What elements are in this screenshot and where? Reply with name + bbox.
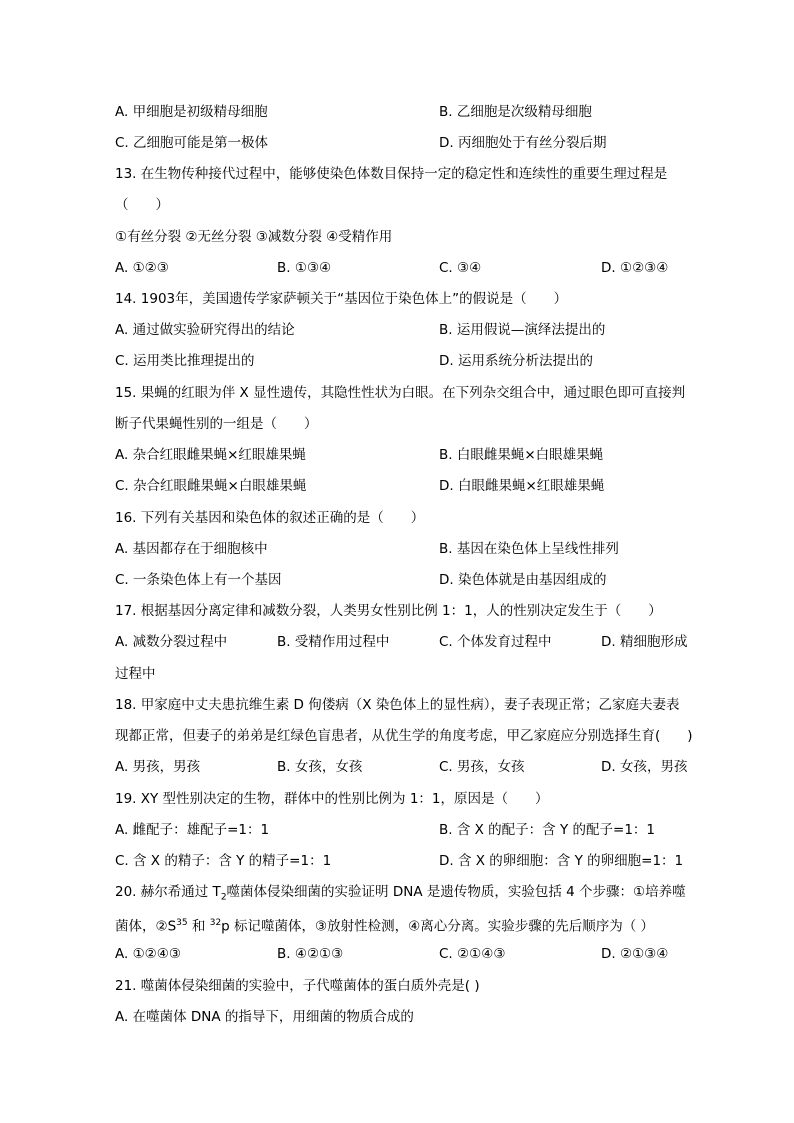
q20-stem-2a: 菌体，②S (115, 918, 177, 935)
q18-stem-2: 现都正常，但妻子的弟弟是红绿色盲患者，从优生学的角度考虑，甲乙家庭应分别选择生育( ) (115, 728, 693, 744)
q15-stem-2: 断子代果蝇性别的一组是（ ） (115, 416, 318, 432)
q12-option-a: A. 甲细胞是初级精母细胞 (115, 104, 268, 120)
q20-option-a: A. ①②④③ (115, 946, 181, 962)
q19-row-2 (115, 849, 715, 873)
q16-row-2 (115, 568, 715, 592)
q13-option-b: B. ①③④ (277, 260, 332, 276)
q19-stem: 19. XY 型性别决定的生物，群体中的性别比例为 1：1，原因是（ ） (115, 791, 549, 807)
q18-option-a: A. 男孩，男孩 (115, 759, 201, 775)
q14-row-1 (115, 318, 715, 342)
q16-option-c: C. 一条染色体上有一个基因 (115, 572, 282, 588)
q20-options (115, 942, 715, 966)
q18-option-b: B. 女孩，女孩 (277, 759, 363, 775)
q14-option-c: C. 运用类比推理提出的 (115, 353, 255, 369)
q15-stem-1: 15. 果蝇的红眼为伴 X 显性遗传，其隐性性状为白眼。在下列杂交组合中，通过眼色即可直接判 (115, 385, 686, 401)
q17-options (115, 630, 715, 654)
q15-option-b: B. 白眼雌果蝇×白眼雄果蝇 (439, 447, 604, 463)
q15-row-1 (115, 443, 715, 467)
q20-stem-2-superscript-2: 32 (209, 918, 222, 928)
q20-option-c: C. ②①④③ (439, 946, 506, 962)
q12-row-1 (115, 100, 715, 124)
q19-option-d: D. 含 X 的卵细胞：含 Y 的卵细胞=1：1 (439, 853, 684, 869)
q16-row-1 (115, 537, 715, 561)
q19-option-b: B. 含 X 的配子：含 Y 的配子=1：1 (439, 822, 655, 838)
q20-stem-1 (115, 880, 715, 904)
q13-items: ①有丝分裂 ②无丝分裂 ③减数分裂 ④受精作用 (115, 229, 393, 245)
q14-stem: 14. 1903年，美国遗传学家萨顿关于“基因位于染色体上”的假说是（ ） (115, 291, 568, 307)
q12-option-b: B. 乙细胞是次级精母细胞 (439, 104, 592, 120)
q20-stem-1-subscript: 2 (220, 892, 227, 903)
q18-option-d: D. 女孩，男孩 (601, 759, 688, 775)
q17-option-d-wrap: 过程中 (115, 666, 156, 682)
q19-option-a: A. 雌配子：雄配子=1：1 (115, 822, 270, 838)
q13-stem-1: 13. 在生物传种接代过程中，能够使染色体数目保持一定的稳定性和连续性的重要生理过程是 (115, 166, 668, 182)
q16-option-b: B. 基因在染色体上呈线性排列 (439, 541, 619, 557)
q12-row-2 (115, 131, 715, 155)
q19-row-1 (115, 818, 715, 842)
q16-option-a: A. 基因都存在于细胞核中 (115, 541, 268, 557)
q20-stem-2 (115, 911, 715, 935)
q15-option-a: A. 杂合红眼雌果蝇×红眼雄果蝇 (115, 447, 306, 463)
q12-option-c: C. 乙细胞可能是第一极体 (115, 135, 269, 151)
q13-options (115, 256, 715, 280)
q17-option-c: C. 个体发育过程中 (439, 634, 552, 650)
q20-stem-2-superscript-1: 35 (176, 918, 188, 928)
q18-option-c: C. 男孩，女孩 (439, 759, 525, 775)
q12-option-d: D. 丙细胞处于有丝分裂后期 (439, 135, 607, 151)
q14-option-d: D. 运用系统分析法提出的 (439, 353, 593, 369)
q13-option-a: A. ①②③ (115, 260, 169, 276)
q19-option-c: C. 含 X 的精子：含 Y 的精子=1：1 (115, 853, 332, 869)
q17-stem: 17. 根据基因分离定律和减数分裂，人类男女性别比例 1：1，人的性别决定发生于（ ） (115, 603, 662, 619)
q20-option-d: D. ②①③④ (601, 946, 669, 962)
q13-option-d: D. ①②③④ (601, 260, 669, 276)
q15-row-2 (115, 474, 715, 498)
q20-stem-1b: 噬菌体侵染细菌的实验证明 DNA 是遗传物质，实验包括 4 个步骤：①培养噬 (226, 884, 686, 900)
q18-options (115, 755, 715, 779)
q17-option-d: D. 精细胞形成 (601, 634, 688, 650)
q13-option-c: C. ③④ (439, 260, 482, 276)
q21-stem: 21. 噬菌体侵染细菌的实验中，子代噬菌体的蛋白质外壳是( ) (115, 978, 480, 994)
q16-option-d: D. 染色体就是由基因组成的 (439, 572, 607, 588)
q14-option-b: B. 运用假说—演绎法提出的 (439, 322, 606, 338)
q15-option-c: C. 杂合红眼雌果蝇×白眼雄果蝇 (115, 478, 307, 494)
q20-option-b: B. ④②①③ (277, 946, 344, 962)
q15-option-d: D. 白眼雌果蝇×红眼雄果蝇 (439, 478, 605, 494)
q20-stem-2c: p 标记噬菌体，③放射性检测，④离心分离。实验步骤的先后顺序为（ ） (221, 918, 655, 935)
q14-option-a: A. 通过做实验研究得出的结论 (115, 322, 295, 338)
q16-stem: 16. 下列有关基因和染色体的叙述正确的是（ ） (115, 510, 425, 526)
q17-option-a: A. 减数分裂过程中 (115, 634, 228, 650)
q13-stem-2: （ ） (115, 197, 169, 213)
q20-stem-2b: 和 (187, 918, 210, 935)
q20-stem-1a: 20. 赫尔希通过 T (115, 884, 221, 900)
q21-option-a: A. 在噬菌体 DNA 的指导下，用细菌的物质合成的 (115, 1009, 414, 1025)
q14-row-2 (115, 349, 715, 373)
q17-option-b: B. 受精作用过程中 (277, 634, 390, 650)
q18-stem-1: 18. 甲家庭中丈夫患抗维生素 D 佝偻病（X 染色体上的显性病），妻子表现正常；乙家庭夫妻表 (115, 697, 680, 713)
